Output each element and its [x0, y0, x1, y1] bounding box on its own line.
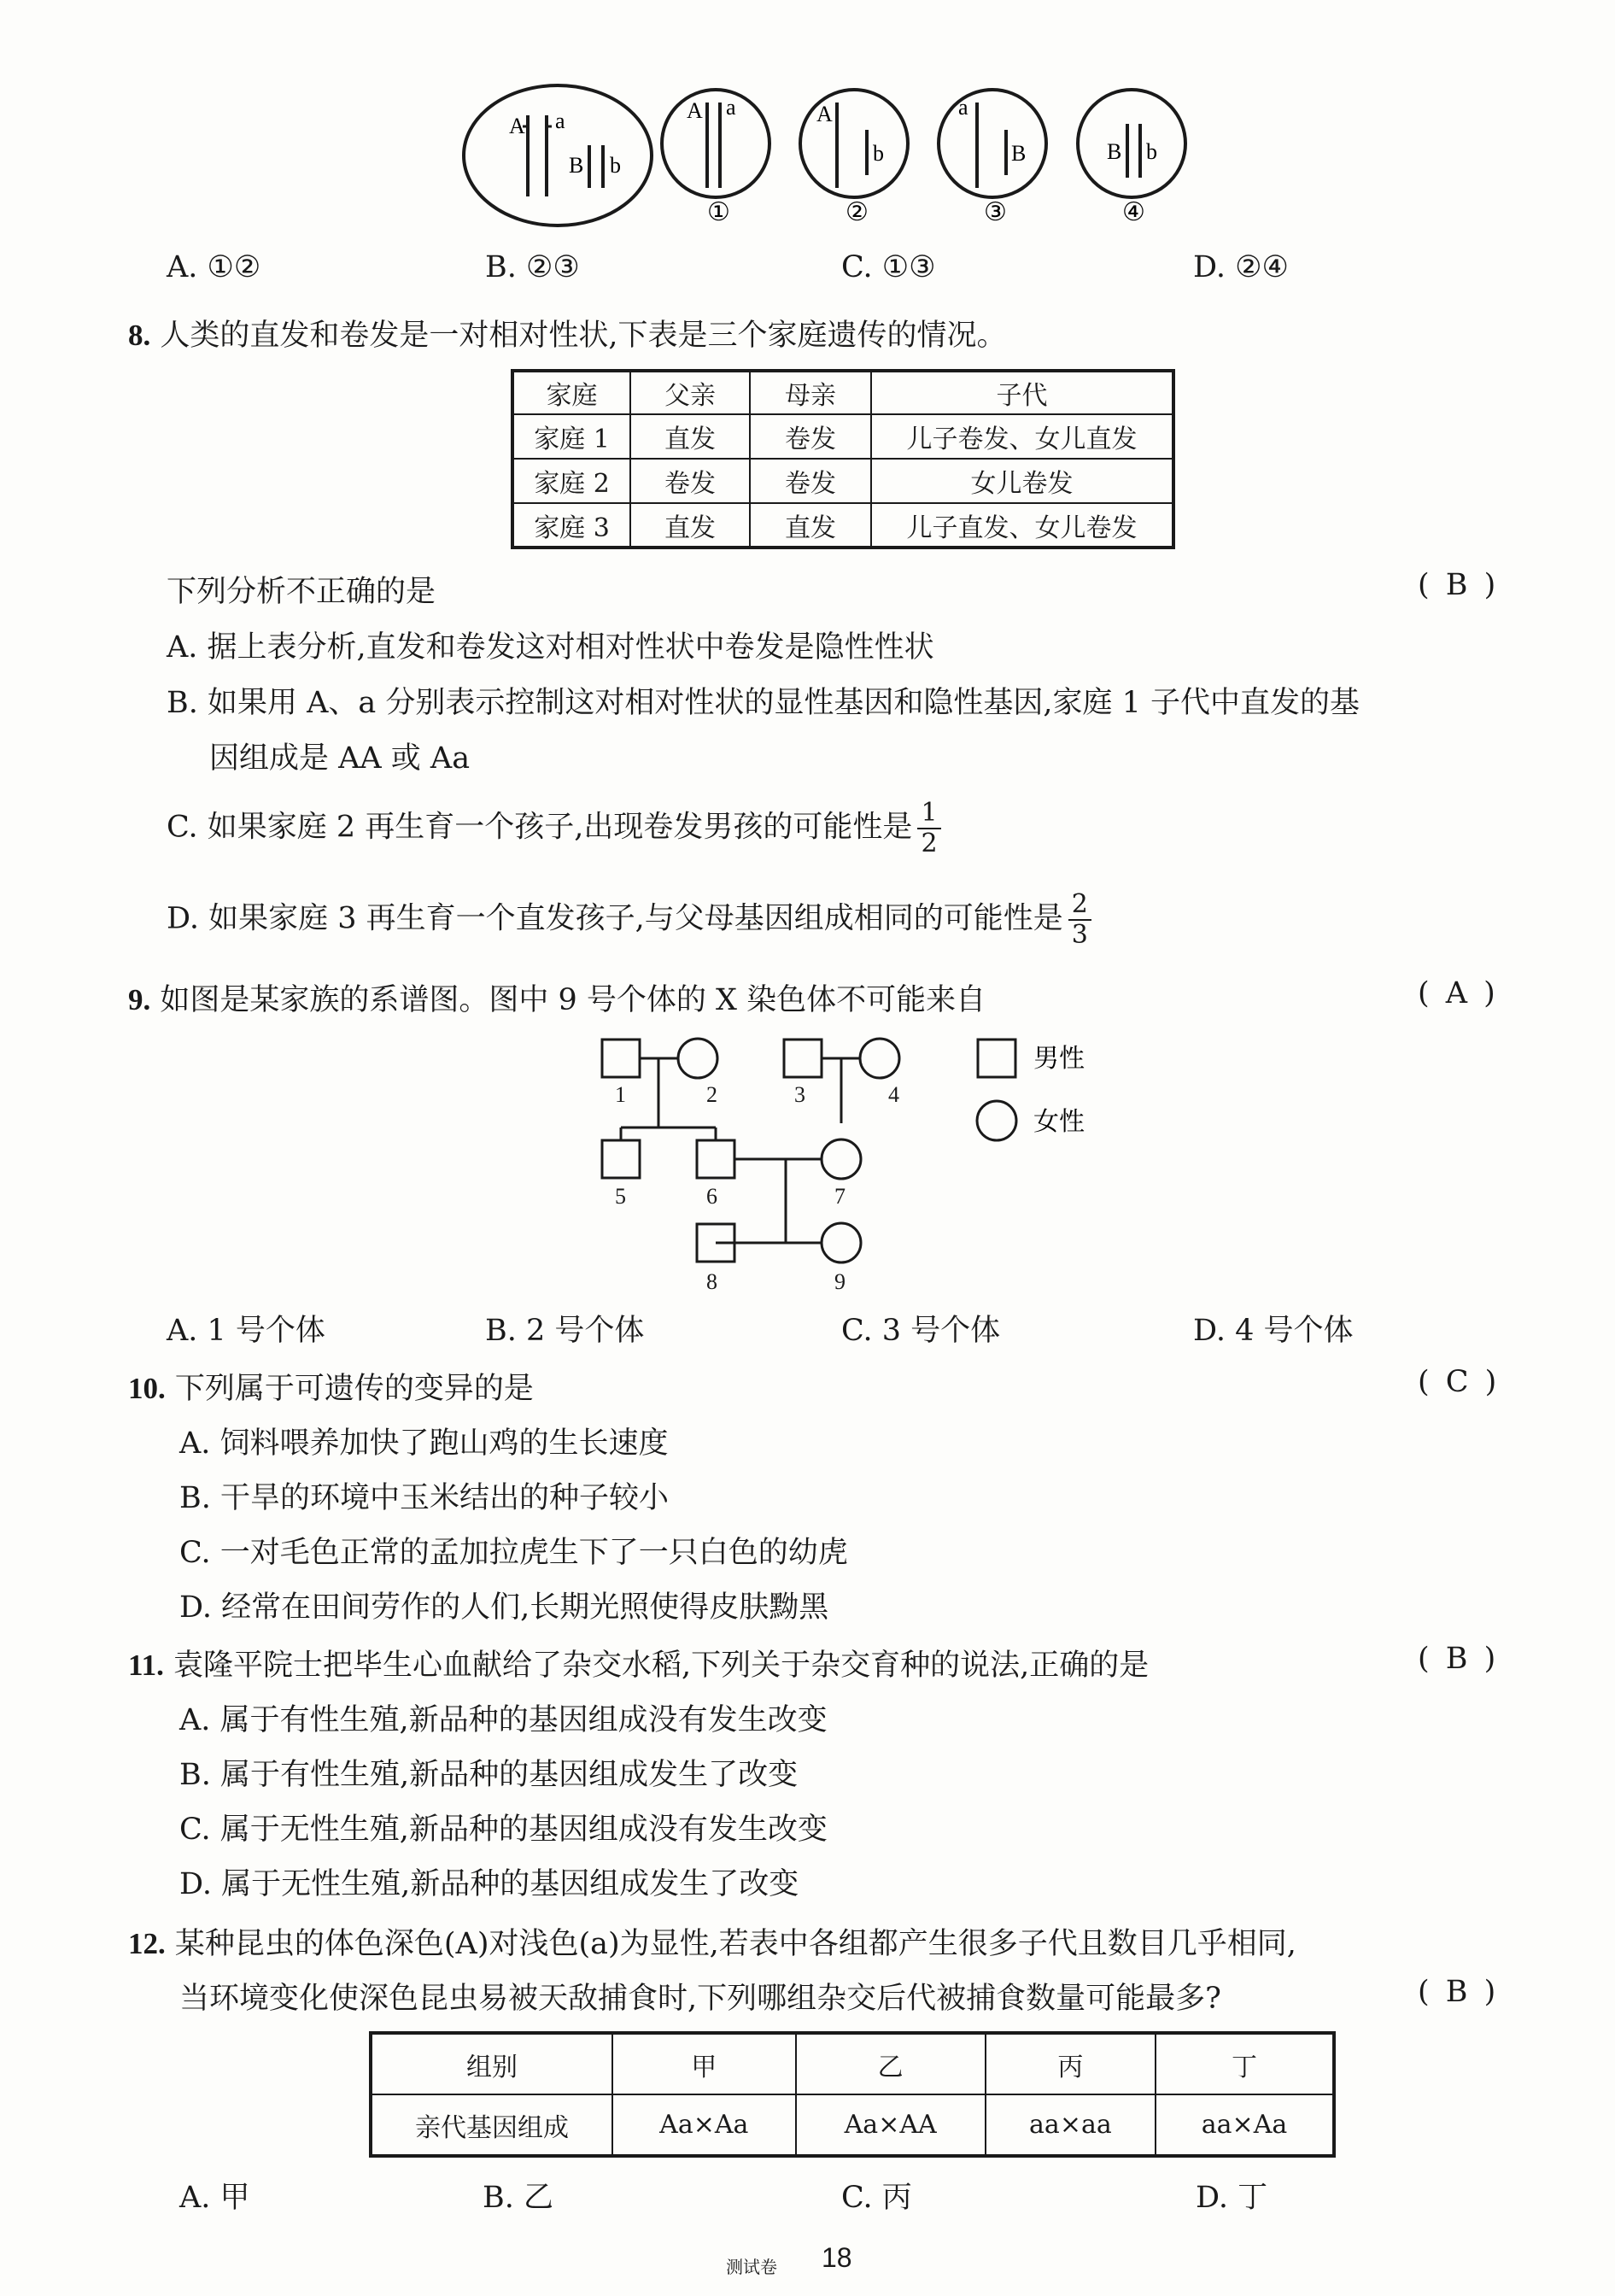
q9-number: 9.	[128, 983, 151, 1016]
q12-option-c: C. 丙	[841, 2181, 912, 2215]
gamete-1	[662, 90, 769, 197]
svg-text:a: a	[726, 95, 736, 120]
svg-text:A: A	[687, 98, 703, 123]
label-B: B	[569, 153, 584, 178]
q11-option-c: C. 属于无性生殖,新品种的基因组成没有发生改变	[179, 1813, 828, 1847]
q8-number: 8.	[128, 319, 151, 352]
parent-cell	[464, 85, 652, 226]
pedigree-id-3: 3	[794, 1082, 805, 1107]
svg-text:b: b	[1146, 139, 1157, 164]
q12-option-d: D. 丁	[1196, 2181, 1268, 2215]
q11-option-b: B. 属于有性生殖,新品种的基因组成发生了改变	[179, 1758, 799, 1792]
label-a: a	[555, 108, 565, 133]
svg-text:a: a	[958, 95, 968, 120]
q12-table	[369, 2031, 1336, 2158]
q11-stem	[128, 1642, 1149, 1684]
q8-th-father: 父亲	[630, 371, 750, 414]
q10-stem	[128, 1365, 534, 1408]
q11-option-a: A. 属于有性生殖,新品种的基因组成没有发生改变	[179, 1703, 828, 1737]
q12-option-b: B. 乙	[483, 2181, 553, 2215]
q9-stem	[128, 976, 986, 1019]
gamete-3	[939, 90, 1046, 197]
q8-option-b-line1: B. 如果用 A、a 分别表示控制这对相对性状的显性基因和隐性基因,家庭 1 子代中直发的基	[167, 686, 1360, 720]
q8-option-d: D. 如果家庭 3 再生育一个直发孩子,与父母基因组成相同的可能性是 $\frac{2}{3}$	[167, 890, 1091, 950]
chromosome-figure	[461, 77, 1230, 248]
q10-option-a: A. 饲料喂养加快了跑山鸡的生长速度	[179, 1426, 669, 1461]
pedigree-id-1: 1	[615, 1082, 626, 1107]
pedigree-id-6: 6	[706, 1184, 717, 1209]
q7-option-a: A. ①②	[167, 250, 261, 284]
label-b: b	[610, 153, 621, 178]
q9-option-d: D. 4 号个体	[1193, 1314, 1354, 1348]
q11-number: 11.	[128, 1649, 164, 1682]
svg-text:B: B	[1011, 141, 1027, 166]
q8-option-a: A. 据上表分析,直发和卷发这对相对性状中卷发是隐性性状	[167, 630, 934, 665]
page-number: 18	[822, 2242, 852, 2273]
q8-th-offspring: 子代	[871, 371, 1173, 414]
circle-label-3: ③	[984, 198, 1007, 226]
q8-th-family: 家庭	[512, 371, 630, 414]
q7-option-b: B. ②③	[485, 250, 580, 284]
q12-number: 12.	[128, 1927, 166, 1960]
circle-label-4: ④	[1122, 198, 1145, 226]
q8-answer: ( B )	[1418, 568, 1500, 602]
q7-option-c: C. ①③	[841, 250, 936, 284]
q8-option-b-line2: 因组成是 AA 或 Aa	[209, 741, 471, 776]
q9-option-c: C. 3 号个体	[841, 1314, 1001, 1348]
q12-answer: ( B )	[1418, 1975, 1500, 2009]
svg-text:b: b	[873, 141, 884, 166]
q12-stem-line2: 当环境变化使深色昆虫易被天敌捕食时,下列哪组杂交后代被捕食数量可能最多?	[179, 1982, 1221, 2016]
table-row: 家庭 2 卷发 卷发 女儿卷发	[512, 459, 1173, 503]
footer-label: 测试卷	[726, 2257, 777, 2277]
legend-female: 女性	[1033, 1108, 1085, 1136]
pedigree-id-4: 4	[888, 1082, 899, 1107]
q11-stem-text: 袁隆平院士把毕生心血献给了杂交水稻,下列关于杂交育种的说法,正确的是	[173, 1649, 1150, 1683]
circle-label-1: ①	[707, 198, 730, 226]
fraction: $\frac{1}{2}$	[917, 799, 940, 858]
q10-number: 10.	[128, 1372, 166, 1405]
gamete-4	[1078, 90, 1185, 197]
q10-option-c: C. 一对毛色正常的孟加拉虎生下了一只白色的幼虎	[179, 1536, 848, 1570]
q12-option-a: A. 甲	[179, 2181, 250, 2215]
q9-option-a: A. 1 号个体	[167, 1314, 325, 1348]
q8-stem-text: 人类的直发和卷发是一对相对性状,下表是三个家庭遗传的情况。	[160, 319, 1007, 353]
q7-option-d: D. ②④	[1193, 250, 1289, 284]
pedigree-chart	[589, 1029, 1136, 1303]
q10-option-b: B. 干旱的环境中玉米结出的种子较小	[179, 1481, 669, 1515]
label-A: A	[509, 114, 525, 138]
q10-answer: ( C )	[1418, 1365, 1501, 1399]
pedigree-id-8: 8	[706, 1269, 717, 1294]
q9-option-b: B. 2 号个体	[485, 1314, 645, 1348]
pedigree-id-5: 5	[615, 1184, 626, 1209]
pedigree-id-7: 7	[834, 1184, 846, 1209]
q8-th-mother: 母亲	[750, 371, 871, 414]
fraction: $\frac{2}{3}$	[1068, 890, 1091, 950]
q9-stem-text: 如图是某家族的系谱图。图中 9 号个体的 X 染色体不可能来自	[160, 983, 986, 1017]
q12-stem-text: 某种昆虫的体色深色(A)对浅色(a)为显性,若表中各组都产生很多子代且数目几乎相同,	[174, 1927, 1296, 1961]
q11-answer: ( B )	[1418, 1642, 1500, 1676]
table-row: 亲代基因组成 Aa×Aa Aa×AA aa×aa aa×Aa	[371, 2094, 1334, 2156]
q10-option-d: D. 经常在田间劳作的人们,长期光照使得皮肤黝黑	[179, 1590, 829, 1625]
q9-answer: ( A )	[1418, 976, 1499, 1010]
table-row: 家庭 1 直发 卷发 儿子卷发、女儿直发	[512, 414, 1173, 459]
table-row: 家庭 3 直发 直发 儿子直发、女儿卷发	[512, 503, 1173, 548]
q10-stem-text: 下列属于可遗传的变异的是	[174, 1372, 534, 1406]
q8-prompt: 下列分析不正确的是	[167, 575, 436, 609]
q12-stem-line1	[128, 1920, 1296, 1963]
table-row: 组别 甲 乙 丙 丁	[371, 2033, 1334, 2094]
q8-table	[511, 369, 1175, 549]
legend-male: 男性	[1033, 1045, 1085, 1073]
q11-option-d: D. 属于无性生殖,新品种的基因组成发生了改变	[179, 1867, 799, 1901]
svg-text:A: A	[816, 102, 833, 126]
q8-option-c: C. 如果家庭 2 再生育一个孩子,出现卷发男孩的可能性是 $\frac{1}{2}$	[167, 799, 941, 858]
circle-label-2: ②	[846, 198, 869, 226]
q8-stem	[128, 312, 1007, 354]
svg-text:B: B	[1107, 139, 1122, 164]
pedigree-id-2: 2	[706, 1082, 717, 1107]
pedigree-id-9: 9	[834, 1269, 846, 1294]
